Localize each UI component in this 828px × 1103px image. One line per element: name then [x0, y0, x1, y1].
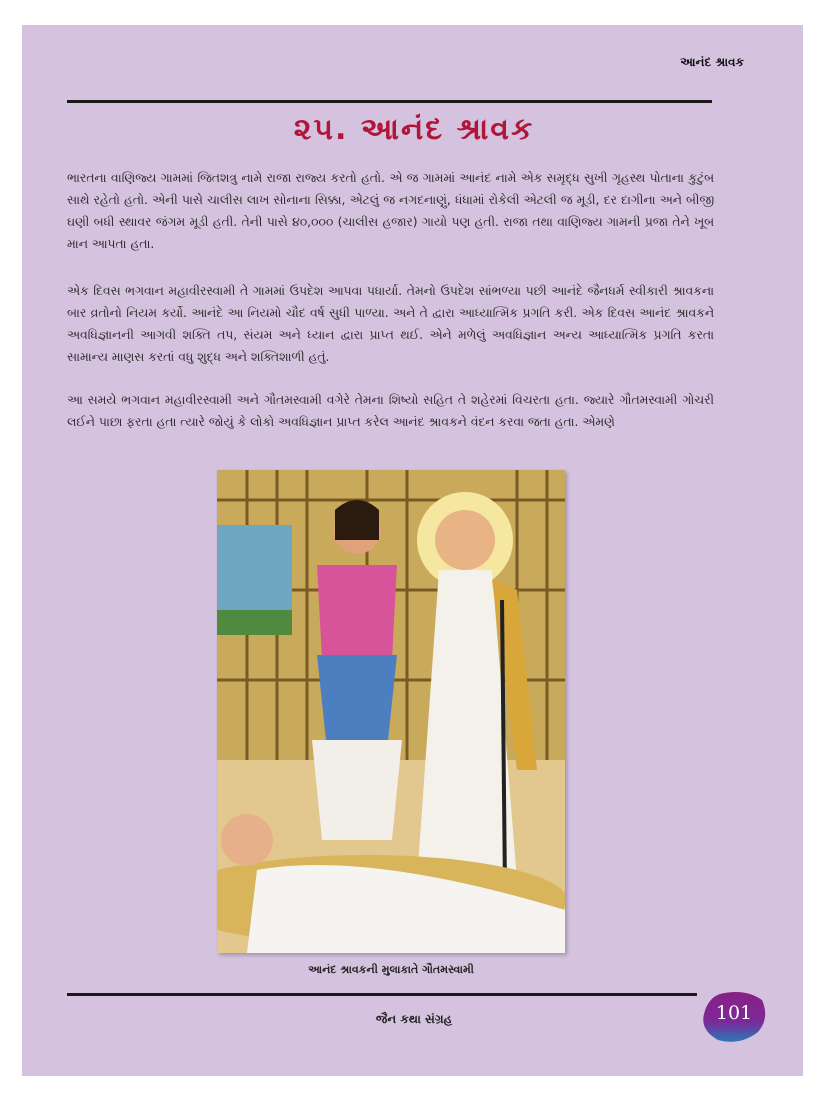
header-rule — [67, 100, 712, 103]
figure-caption: આનંદ શ્રાવકની મુલાકાતે ગૌતમસ્વામી — [308, 963, 474, 976]
chapter-title: ૨૫. આનંદ શ્રાવક — [293, 112, 535, 147]
page-number-badge — [700, 990, 768, 1045]
paragraph-1: ભારતના વાણિજ્ય ગામમાં જિતશત્રુ નામે રાજા રાજ્ય કરતો હતો. એ જ ગામમાં આનંદ નામે એક સમૃદ્ધ સુખી ગૃહસ્થ પોતાના કુટુંબ સાથે રહેતો હતો. એની પાસે ચાલીસ લાખ સોનાના સિક્કા, એટલું જ નગદનાણું, ધંધામાં રોકેલી એટલી જ મૂડી, દર દાગીના અને બીજી ઘણી બધી સ્થાવર જંગમ મૂડી હતી. તેની પાસે ૪૦,૦૦૦ (ચાલીસ હજાર) ગાયો પણ હતી. રાજા તથા વાણિજ્ય ગામની પ્રજા તેને ખૂબ માન આપતા હતા. — [67, 171, 714, 251]
illustration-anand-shravak-gautamswami — [217, 470, 565, 953]
paragraph-2: એક દિવસ ભગવાન મહાવીરસ્વામી તે ગામમાં ઉપદેશ આપવા પધાર્યા. તેમનો ઉપદેશ સાંભળ્યા પછી આનંદે જૈનધર્મ સ્વીકારી શ્રાવકના બાર વ્રતોનો નિયમ કર્યો. આનંદે આ નિયમો ચૌદ વર્ષ સુધી પાળ્યા. અને તે દ્વારા આધ્યાત્મિક પ્રગતિ કરી. એક દિવસ આનંદ શ્રાવકને અવધિજ્ઞાનની આગવી શક્તિ તપ, સંયમ અને ધ્યાન દ્વારા પ્રાપ્ત થઈ. એને મળેલું અવધિજ્ઞાન અન્ય આધ્યાત્મિક પ્રગતિ કરતા સામાન્ય માણસ કરતાં વધુ શુદ્ધ અને શક્તિશાળી હતું. — [67, 284, 714, 364]
footer-rule — [67, 993, 697, 996]
book-title: જૈન કથા સંગ્રહ — [375, 1012, 453, 1026]
running-header: આનંદ શ્રાવક — [680, 55, 744, 69]
paragraph-3: આ સમયે ભગવાન મહાવીરસ્વામી અને ગૌતમસ્વામી વગેરે તેમના શિષ્યો સહિત તે શહેરમાં વિચરતા હતા. જ્યારે ગૌતમસ્વામી ગોચરી લઈને પાછા ફરતા હતા ત્યારે જોયું કે લોકો અવધિજ્ઞાન પ્રાપ્ત કરેલ આનંદ શ્રાવકને વંદન કરવા જતા હતા. એમણે — [67, 393, 714, 429]
page-number: 101 — [715, 1002, 753, 1024]
